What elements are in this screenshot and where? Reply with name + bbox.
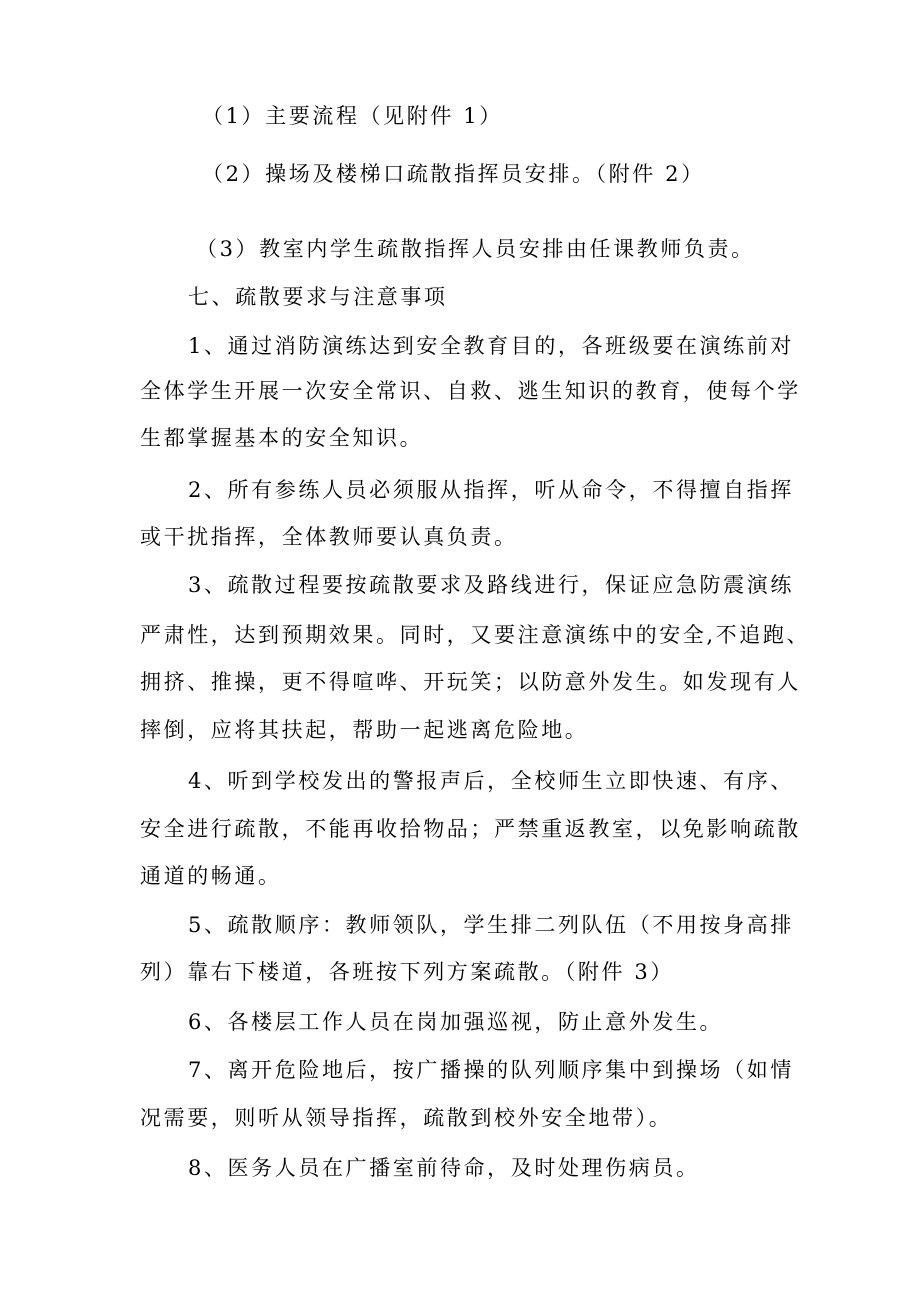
item-commander-arrangement: （2）操场及楼梯口疏散指挥员安排。（附件 2） [202, 162, 705, 186]
item-main-process: （1）主要流程（见附件 1） [202, 104, 503, 128]
para-3-line-4: 摔倒，应将其扶起，帮助一起逃离危险地。 [140, 718, 589, 742]
para-1-line-1: 1、通过消防演练达到安全教育目的，各班级要在演练前对 [188, 334, 794, 358]
para-2-line-1: 2、所有参练人员必须服从指挥，听从命令，不得擅自指挥 [188, 478, 794, 502]
para-3-line-3: 拥挤、推操，更不得喧哗、开玩笑；以防意外发生。如发现有人 [140, 670, 801, 694]
para-5-line-1: 5、疏散顺序：教师领队，学生排二列队伍（不用按身高排 [188, 913, 794, 937]
para-3-line-1: 3、疏散过程要按疏散要求及路线进行，保证应急防震演练 [188, 573, 794, 597]
para-7-line-2: 况需要，则听从领导指挥，疏散到校外安全地带）。 [140, 1106, 673, 1130]
para-3-line-2: 严肃性，达到预期效果。同时，又要注意演练中的安全,不追跑、 [140, 623, 811, 647]
para-4-line-2: 安全进行疏散，不能再收拾物品；严禁重返教室，以免影响疏散 [140, 817, 801, 841]
para-1-line-2: 全体学生开展一次安全常识、自救、逃生知识的教育，使每个学 [140, 379, 801, 403]
para-6-line-1: 6、各楼层工作人员在岗加强巡视，防止意外发生。 [188, 1010, 724, 1034]
item-classroom-arrangement: （3）教室内学生疏散指挥人员安排由任课教师负责。 [196, 237, 755, 261]
para-1-line-3: 生都掌握基本的安全知识。 [140, 426, 424, 450]
para-7-line-1: 7、离开危险地后，按广播操的队列顺序集中到操场（如情 [188, 1058, 794, 1082]
para-8-line-1: 8、医务人员在广播室前待命，及时处理伤病员。 [188, 1156, 700, 1180]
para-5-line-2: 列）靠右下楼道，各班按下列方案疏散。（附件 3） [140, 960, 674, 984]
para-2-line-2: 或干扰指挥，全体教师要认真负责。 [140, 525, 518, 549]
section-heading: 七、疏散要求与注意事项 [188, 285, 448, 309]
para-4-line-1: 4、听到学校发出的警报声后，全校师生立即快速、有序、 [188, 769, 794, 793]
para-4-line-3: 通道的畅通。 [140, 864, 282, 888]
